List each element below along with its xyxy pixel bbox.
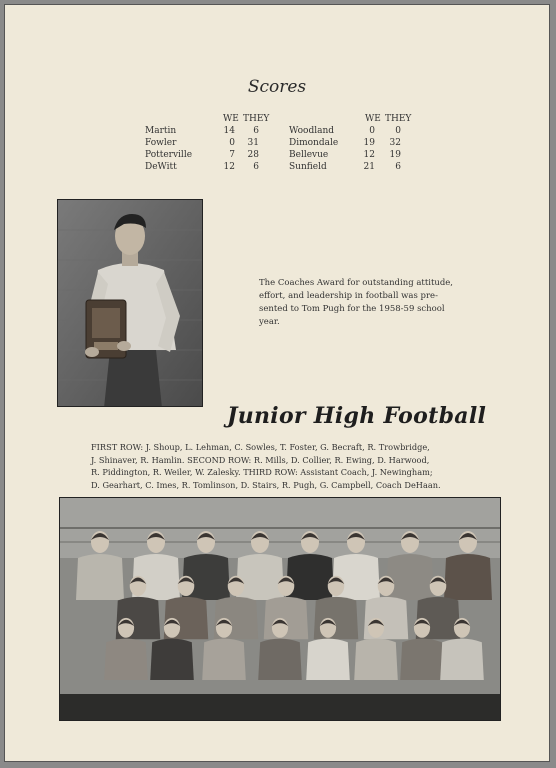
roster-caption — [91, 441, 491, 491]
we-header: WE — [223, 114, 239, 124]
roster-line: J. Shinaver, R. Hamlin. SECOND ROW: R. Mills, D. Collier, R. Ewing, D. Harwood, — [91, 454, 430, 465]
opponent-name: Dimondale — [289, 138, 339, 148]
we-header: WE — [365, 114, 381, 124]
team-member-body — [236, 554, 284, 600]
award-caption-line: sented to Tom Pugh for the 1958-59 school — [259, 304, 445, 314]
they-score: 19 — [389, 150, 401, 160]
they-score: 6 — [253, 162, 259, 172]
they-score: 31 — [247, 138, 259, 148]
they-score: 0 — [395, 126, 401, 136]
award-caption-line: effort, and leadership in football was pre- — [259, 291, 438, 301]
opponent-name: Fowler — [145, 138, 177, 148]
opponent-name: Woodland — [289, 126, 335, 136]
team-member-body — [258, 639, 302, 680]
award-caption — [259, 277, 454, 329]
they-score: 28 — [247, 150, 259, 160]
we-score: 19 — [363, 138, 375, 148]
team-member-body — [202, 639, 246, 680]
we-score: 21 — [363, 162, 375, 172]
opponent-name: Martin — [145, 126, 177, 136]
team-photo-image — [60, 498, 501, 721]
opponent-name: DeWitt — [145, 162, 177, 172]
they-score: 6 — [253, 126, 259, 136]
we-score: 0 — [229, 138, 235, 148]
team-member-body — [104, 639, 148, 680]
opponent-name: Sunfield — [289, 162, 327, 172]
yearbook-page — [4, 4, 550, 762]
award-caption-line: The Coaches Award for outstanding attitude, — [259, 278, 454, 288]
we-score: 12 — [223, 162, 235, 172]
award-photo-image — [58, 200, 203, 407]
team-photo — [59, 497, 501, 721]
we-score: 14 — [223, 126, 235, 136]
team-member-body — [400, 639, 444, 680]
team-member-body — [314, 597, 358, 639]
they-header: THEY — [243, 114, 270, 124]
team-member-body — [306, 639, 350, 680]
junior-high-title: Junior High Football — [227, 403, 487, 429]
team-member-body — [150, 639, 194, 680]
we-score: 12 — [363, 150, 375, 160]
scores-table-right — [289, 113, 419, 173]
roster-line: R. Piddington, R. Weiler, W. Zalesky. THIRD ROW: Assistant Coach, J. Newingham; — [91, 467, 433, 477]
we-score: 0 — [369, 126, 375, 136]
team-member-body — [354, 639, 398, 680]
team-member-body — [76, 554, 124, 600]
team-member-body — [444, 554, 492, 600]
they-header: THEY — [385, 114, 412, 124]
award-photo — [57, 199, 203, 407]
we-score: 7 — [229, 150, 235, 160]
team-member-body — [440, 639, 484, 680]
they-score: 32 — [389, 138, 401, 148]
roster-line: FIRST ROW: J. Shoup, L. Lehman, C. Sowles, T. Foster, G. Becraft, R. Trowbridge, — [91, 442, 430, 452]
they-score: 6 — [395, 162, 401, 172]
scores-table-left — [145, 113, 275, 173]
opponent-name: Potterville — [145, 150, 193, 160]
opponent-name: Bellevue — [289, 150, 329, 160]
team-member-body — [386, 554, 434, 600]
scores-title: Scores — [247, 77, 307, 97]
roster-line: D. Gearhart, C. Imes, R. Tomlinson, D. Stairs, R. Pugh, G. Campbell, Coach DeHaan. — [91, 479, 441, 490]
team-member-body — [286, 554, 334, 600]
award-caption-line: year. — [259, 317, 280, 327]
